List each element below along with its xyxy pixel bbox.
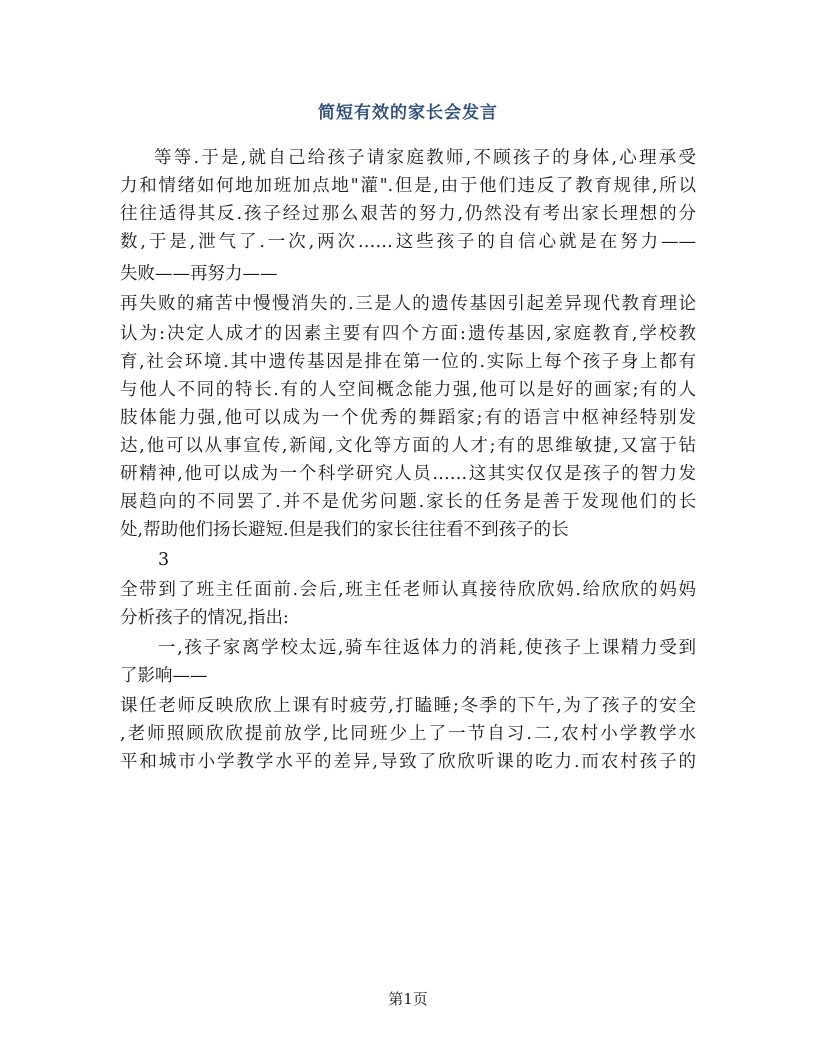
body-line: ,老师照顾欣欣提前放学,比同班少上了一节自习.二,农村小学教学水	[120, 724, 696, 744]
body-line: 了影响——	[120, 666, 208, 686]
body-line: 分析孩子的情况,指出:	[120, 608, 289, 628]
body-line: 3	[158, 550, 170, 570]
body-line: 往往适得其反.孩子经过那么艰苦的努力,仍然没有考出家长理想的分	[120, 204, 696, 224]
body-line: 达,他可以从事宣传,新闻,文化等方面的人才;有的思维敏捷,又富于钻	[120, 436, 696, 456]
body-line: 全带到了班主任面前.会后,班主任老师认真接待欣欣妈.给欣欣的妈妈	[120, 580, 696, 600]
body-line: 肢体能力强,他可以成为一个优秀的舞蹈家;有的语言中枢神经特别发	[120, 408, 696, 428]
body-line: 认为:决定人成才的因素主要有四个方面:遗传基因,家庭教育,学校教	[120, 324, 696, 344]
body-line: 等等.于是,就自己给孩子请家庭教师,不顾孩子的身体,心理承受	[154, 148, 696, 168]
body-line: 力和情绪如何地加班加点地"灌".但是,由于他们违反了教育规律,所以	[120, 176, 696, 196]
page-number: 第1页	[388, 990, 428, 1008]
body-line: 失败——再努力——	[120, 264, 278, 284]
body-line: 平和城市小学教学水平的差异,导致了欣欣听课的吃力.而农村孩子的	[120, 752, 696, 772]
body-line: 育,社会环境.其中遗传基因是排在第一位的.实际上每个孩子身上都有	[120, 352, 696, 372]
document-title: 简短有效的家长会发言	[318, 103, 498, 123]
body-line: 数,于是,泄气了.一次,两次……这些孩子的自信心就是在努力——	[120, 232, 696, 252]
body-line: 再失败的痛苦中慢慢消失的.三是人的遗传基因引起差异现代教育理论	[120, 294, 696, 314]
body-line: 与他人不同的特长.有的人空间概念能力强,他可以是好的画家;有的人	[120, 380, 696, 400]
body-line: 处,帮助他们扬长避短.但是我们的家长往往看不到孩子的长	[120, 520, 569, 540]
body-line: 课任老师反映欣欣上课有时疲劳,打瞌睡;冬季的下午,为了孩子的安全	[120, 696, 696, 716]
body-line: 研精神,他可以成为一个科学研究人员……这其实仅仅是孩子的智力发	[120, 464, 696, 484]
body-line: 一,孩子家离学校太远,骑车往返体力的消耗,使孩子上课精力受到	[158, 638, 696, 658]
body-line: 展趋向的不同罢了.并不是优劣问题.家长的任务是善于发现他们的长	[120, 492, 696, 512]
